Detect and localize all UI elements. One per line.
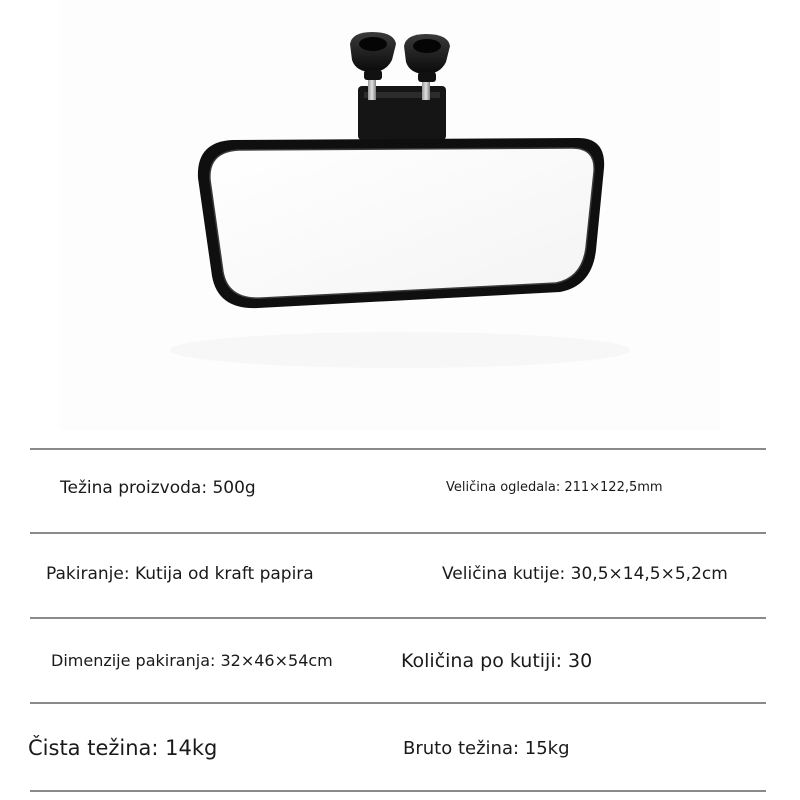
spec-box-size: Veličina kutije: 30,5×14,5×5,2cm <box>442 564 728 584</box>
spec-packaging: Pakiranje: Kutija od kraft papira <box>46 564 314 584</box>
mirror-glass <box>210 148 594 298</box>
table-divider <box>30 532 766 534</box>
table-divider <box>30 617 766 619</box>
table-divider <box>30 448 766 450</box>
table-divider <box>30 702 766 704</box>
mirror-frame <box>198 138 604 308</box>
spec-net-weight: Čista težina: 14kg <box>28 736 218 760</box>
mirror-shadow <box>170 332 630 368</box>
spec-table <box>0 440 800 800</box>
spec-gross-weight: Bruto težina: 15kg <box>403 738 570 759</box>
spec-package-dimensions: Dimenzije pakiranja: 32×46×54cm <box>51 651 333 670</box>
table-divider <box>30 790 766 792</box>
spec-product-weight: Težina proizvoda: 500g <box>60 478 256 498</box>
spec-mirror-size: Veličina ogledala: 211×122,5mm <box>446 480 663 495</box>
spec-quantity-per-box: Količina po kutiji: 30 <box>401 650 593 672</box>
